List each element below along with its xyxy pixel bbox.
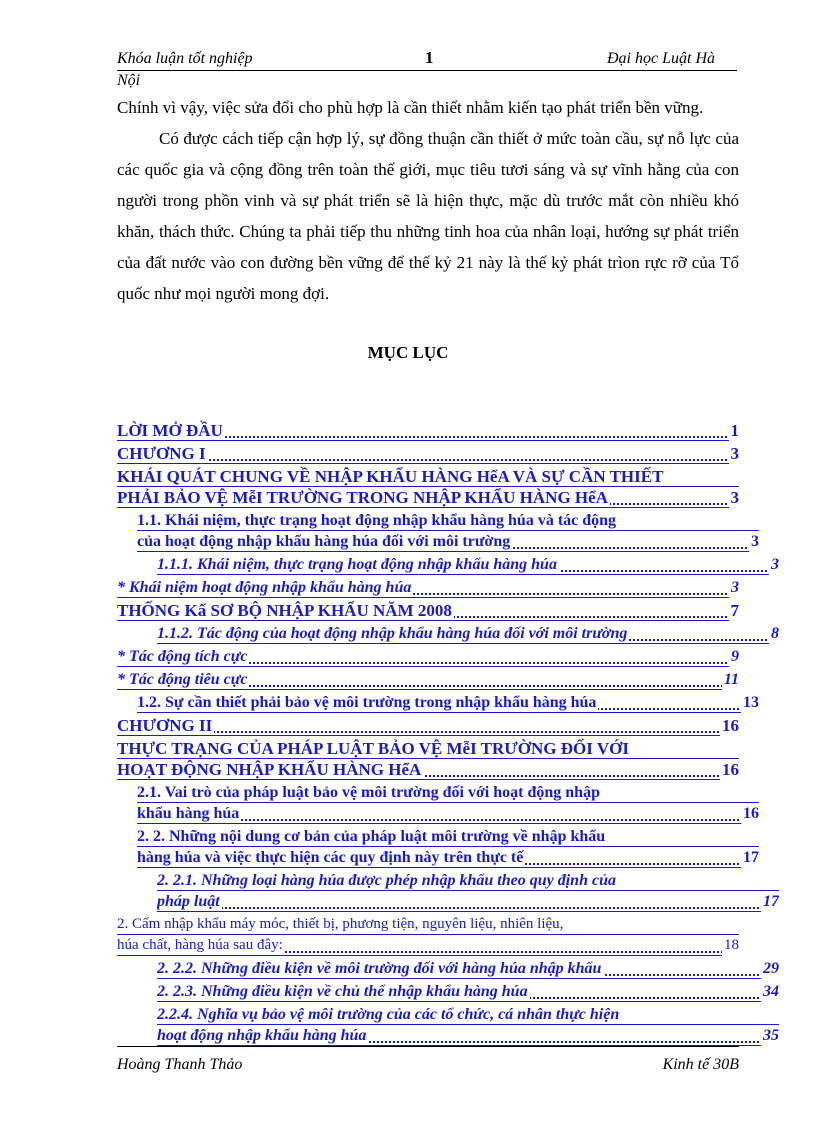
toc-entry-label: PHẢI BẢO VỆ MễI TRƯỜNG TRONG NHẬP KHẨU HÀNG HểA [117,488,608,507]
toc-entry-label: 2. 2.1. Những loại hàng húa được phép nhập khẩu theo quy định của [157,872,616,889]
toc-entry[interactable] [117,782,759,824]
paragraph-2: Có được cách tiếp cận hợp lý, sự đồng thuận cần thiết ở mức toàn cầu, sự nỗ lực của các quốc gia và cộng đồng trên toàn thế giới, mục tiêu tươi sáng và sự vĩnh hằng của con người trong phồn vinh và sự phát triển sẽ là hiện thực, mặc dù trước mắt còn nhiều khó khăn, thách thức. Chúng ta phải tiếp thu những tinh hoa của nhân loại, hướng sự phát triển của đất nước vào con đường bền vững để thế kỷ 21 này là thế kỷ phát trìon rực rỡ của Tổ quốc như mọi người mong đợi. [117,129,739,303]
toc-entry-label: KHÁI QUÁT CHUNG VỀ NHẬP KHẨU HÀNG HểA VÀ SỰ CẦN THIẾT [117,467,664,486]
toc-entry-page: 8 [771,625,779,642]
toc-entry-label: HOẠT ĐỘNG NHẬP KHẨU HÀNG HểA [117,760,422,779]
toc-entry-page: 13 [743,694,759,711]
toc-entry[interactable] [117,870,779,912]
toc-entry[interactable] [117,466,739,508]
toc-entry-label: 2. 2.3. Những điều kiện về chủ thể nhập khẩu hàng húa [157,983,528,1000]
footer-right: Kinh tế 30B [662,1056,739,1073]
toc-entry-label: * Tác động tiêu cực [117,671,248,688]
paragraph-1: Chính vì vậy, việc sửa đổi cho phù hợp là cần thiết nhằm kiến tạo phát triển bền vững. [117,98,704,117]
footer-left: Hoàng Thanh Thảo [117,1056,243,1073]
toc-entry-label: * Khái niệm hoạt động nhập khẩu hàng húa [117,579,412,596]
page-header [117,48,737,71]
header-page-number: 1 [425,48,434,67]
toc-entry[interactable] [117,958,779,979]
toc-entry[interactable] [117,623,779,644]
toc-entry-label: 2.1. Vai trò của pháp luật bảo vệ môi trường đối với hoạt động nhập [137,784,600,801]
toc-entry-label: 2. 2.2. Những điều kiện về môi trường đối với hàng húa nhập khẩu [157,960,602,977]
toc-entry-label: 1.1. Khái niệm, thực trạng hoạt động nhập khẩu hàng húa và tác động [137,512,617,529]
toc-entry[interactable] [117,826,759,868]
toc-entry[interactable] [117,738,739,780]
toc-entry-page: 3 [730,444,739,463]
header-right-wrap: Nội [117,72,141,89]
toc-entry-label: pháp luật [157,893,220,910]
toc-entry-page: 16 [722,760,739,779]
toc-entry-label: 2. Cấm nhập khẩu máy móc, thiết bị, phương tiện, nguyên liệu, nhiên liệu, [117,916,564,932]
toc-entry-page: 3 [731,579,739,596]
toc-entry-label: 1.1.2. Tác động của hoạt động nhập khẩu hàng húa đối với môi trường [157,625,628,642]
toc-entry-label: húa chất, hàng húa sau đây: [117,937,283,953]
toc-entry-page: 9 [731,648,739,665]
toc-entry-page: 16 [743,805,759,822]
toc-entry-label: LỜI MỞ ĐẦU [117,421,223,440]
toc-entry-label: của hoạt động nhập khẩu hàng húa đối với môi trường [137,533,511,550]
toc-entry[interactable] [117,577,739,598]
toc-entry[interactable] [117,669,739,690]
toc-entry-label: THỰC TRẠNG CỦA PHÁP LUẬT BẢO VỆ MễI TRƯỜNG ĐỐI VỚI [117,739,629,758]
toc-entry-label: hàng húa và việc thực hiện các quy định này trên thực tế [137,849,524,866]
toc-entry-page: 18 [722,935,739,956]
toc-entry-page: 29 [763,960,779,977]
toc-entry-label: * Tác động tích cực [117,648,248,665]
toc-entry-page: 3 [751,533,759,550]
toc-entry-page: 34 [763,983,779,1000]
toc-entry-label: CHƯƠNG II [117,716,213,735]
toc-entry-label: 1.1.1. Khái niệm, thực trạng hoạt động nhập khẩu hàng húa [157,556,557,573]
toc-entry-page: 17 [763,893,779,910]
page-footer [117,1046,739,1075]
toc-entry[interactable] [117,420,739,441]
toc-entry[interactable] [117,600,739,621]
toc-entry[interactable] [117,443,739,464]
toc-entry-label: 2. 2. Những nội dung cơ bản của pháp luật môi trường về nhập khẩu [137,828,606,845]
toc-entry-page: 1 [730,421,739,440]
toc-entry[interactable] [117,981,779,1002]
toc-entry[interactable] [117,554,779,575]
header-right: Đại học Luật Hà [607,50,715,67]
toc-entry-label: khẩu hàng húa [137,805,240,822]
toc-entry[interactable] [117,646,739,667]
toc-entry-page: 16 [722,716,739,735]
header-left: Khóa luận tốt nghiệp [117,50,253,67]
toc-entry-label: 1.2. Sự cần thiết phải bảo vệ môi trường trong nhập khẩu hàng húa [137,694,597,711]
toc-entry-page: 35 [763,1027,779,1044]
toc-entry[interactable] [117,914,739,956]
toc-title: MỤC LỤC [367,343,449,362]
toc-entry[interactable] [117,692,759,713]
toc-entry-page: 11 [723,671,739,688]
body-text [117,92,739,309]
toc-entry-label: CHƯƠNG I [117,444,206,463]
toc-entry[interactable] [117,715,739,736]
toc-entry-page: 3 [730,488,739,507]
toc-entry-label: THỐNG Kấ SƠ BỘ NHẬP KHẨU NĂM 2008 [117,601,452,620]
toc-entry-page: 7 [730,601,739,620]
toc-entry-page: 3 [771,556,779,573]
toc-entry[interactable] [117,510,759,552]
toc-entry-label: hoạt động nhập khẩu hàng húa [157,1027,367,1044]
toc-entry[interactable] [117,1004,779,1046]
toc-entry-label: 2.2.4. Nghĩa vụ bảo vệ môi trường của các tổ chức, cá nhân thực hiện [157,1006,620,1023]
toc-entry-page: 17 [743,849,759,866]
